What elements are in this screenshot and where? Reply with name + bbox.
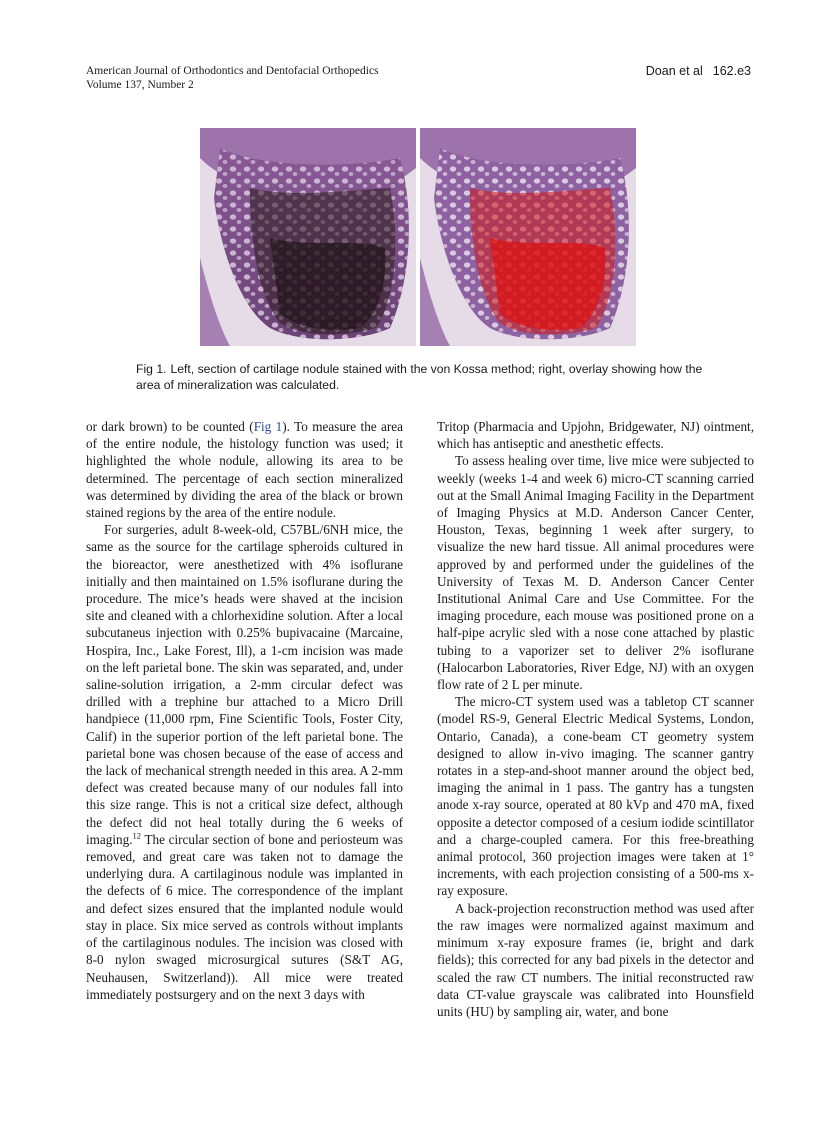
paragraph <box>86 418 403 521</box>
journal-volume: Volume 137, Number 2 <box>86 79 194 91</box>
figure-label: Fig 1. <box>136 362 167 376</box>
figure-caption-text: Left, section of cartilage nodule stained with the von Kossa method; right, overlay showing how the area of mineralization was calculated. <box>136 362 703 392</box>
right-text-column <box>437 418 754 1020</box>
mineralization-overlay-image <box>420 128 636 346</box>
paragraph: To assess healing over time, live mice were subjected to weekly (weeks 1-4 and week 6) micro-CT scanning carried out at the Small Animal Imaging Facility in the Department of Imaging Physics at M.D. Anderson Cancer Center, Houston, Texas, beginning 1 week after surgery, to visualize the new hard tissue. All animal procedures were approved by and performed under the guidelines of the University of Texas M. D. Anderson Cancer Center Institutional Animal Care and Use Committee. For the imaging procedure, each mouse was positioned prone on a half-pipe acrylic sled with a nose cone attached by plastic tubing to a vaporizer set to deliver 2% isoflurane (Halocarbon Laboratories, River Edge, NJ) with an oxygen flow rate of 2 L per minute. <box>437 453 754 693</box>
paragraph: A back-projection reconstruction method was used after the raw images were normalized against maximum and minimum x-ray exposure frames (ie, bright and dark fields); this corrected for any bad pixels in the detector and scaled the raw CT numbers. The initial reconstructed raw data CT-value grayscale was calibrated into Hounsfield units (HU) by sampling air, water, and bone <box>437 900 754 1019</box>
running-header-left <box>86 64 379 92</box>
figure-reference-link[interactable]: Fig 1 <box>253 419 283 434</box>
citation-superscript[interactable]: 12 <box>132 830 142 841</box>
paragraph-text: The circular section of bone and periosteum was removed, and great care was taken not to damage the underlying dura. A cartilaginous nodule was implanted in the defects of 6 mice. The correspondence of the implant and defect sizes ensured that the implanted nodule would stay in place. Six mice served as controls without implants of the cartilaginous nodules. The incision was closed with 8-0 nylon swaged microsurgical sutures (S&T AG, Neuhausen, Switzerland)). All mice were treated immediately postsurgery and on the next 3 days with <box>86 831 403 1002</box>
paragraph-text: or dark brown) to be counted ( <box>86 419 254 434</box>
figure-caption <box>136 362 716 393</box>
journal-title: American Journal of Orthodontics and Dentofacial Orthopedics <box>86 65 379 77</box>
von-kossa-stained-section-image <box>200 128 416 346</box>
author-line: Doan et al <box>645 64 703 78</box>
figure-1 <box>200 128 636 346</box>
paragraph-text: For surgeries, adult 8-week-old, C57BL/6NH mice, the same as the source for the cartilage spheroids cultured in the bioreactor, were anesthetized with 4% isoflurane initially and then maintained on 1.5% isoflurane during the procedure. The mice’s heads were shaved at the incision site and cleaned with a chlorhexidine solution. After a local subcutaneus injection with 0.25% bupivacaine (Marcaine, Hospira, Inc., Lake Forest, Ill), a 1-cm incision was made on the left parietal bone. The skin was separated, and, under saline-solution irrigation, a 2-mm circular defect was drilled with a trephine bur attached to a Micro Drill handpiece (11,000 rpm, Fine Scientific Tools, Foster City, Calif) in the superior portion of the left parietal bone. The parietal bone was chosen because of the ease of access and the lack of mechanical strength needed in this area. A 2-mm defect was created because many of our nodules fall into this size range. This is not a critical size defect, although the defect did not heal totally during the 6 weeks of imaging. <box>86 522 403 847</box>
paragraph: The micro-CT system used was a tabletop CT scanner (model RS-9, General Electric Medical Systems, London, Ontario, Canada), a cone-beam CT geometry system designed to allow in-vivo imaging. The scanner gantry rotates in a step-and-shoot manner around the object bed, imaging the animal in 1 pass. The gantry has a tungsten anode x-ray source, operated at 80 kVp and 470 mA, fixed opposite a detector composed of a cesium iodide scintillator and a charge-coupled camera. For this free-breathing animal protocol, 360 projection images were taken at 1° increments, with each projection consisting of a 500-ms x-ray exposure. <box>437 694 754 899</box>
running-header-right <box>646 64 751 78</box>
left-text-column <box>86 418 403 1003</box>
page-number: 162.e3 <box>712 64 751 78</box>
paragraph-text: ). To measure the area of the entire nodule, the histology function was used; it highlighted the whole nodule, allowing its area to be determined. The percentage of each section mineralized was determined by dividing the area of the black or brown stained regions by the area of the entire nodule. <box>86 419 403 521</box>
paragraph <box>86 521 403 1003</box>
paragraph: Tritop (Pharmacia and Upjohn, Bridgewater, NJ) ointment, which has antiseptic and anesthetic effects. <box>437 419 754 452</box>
